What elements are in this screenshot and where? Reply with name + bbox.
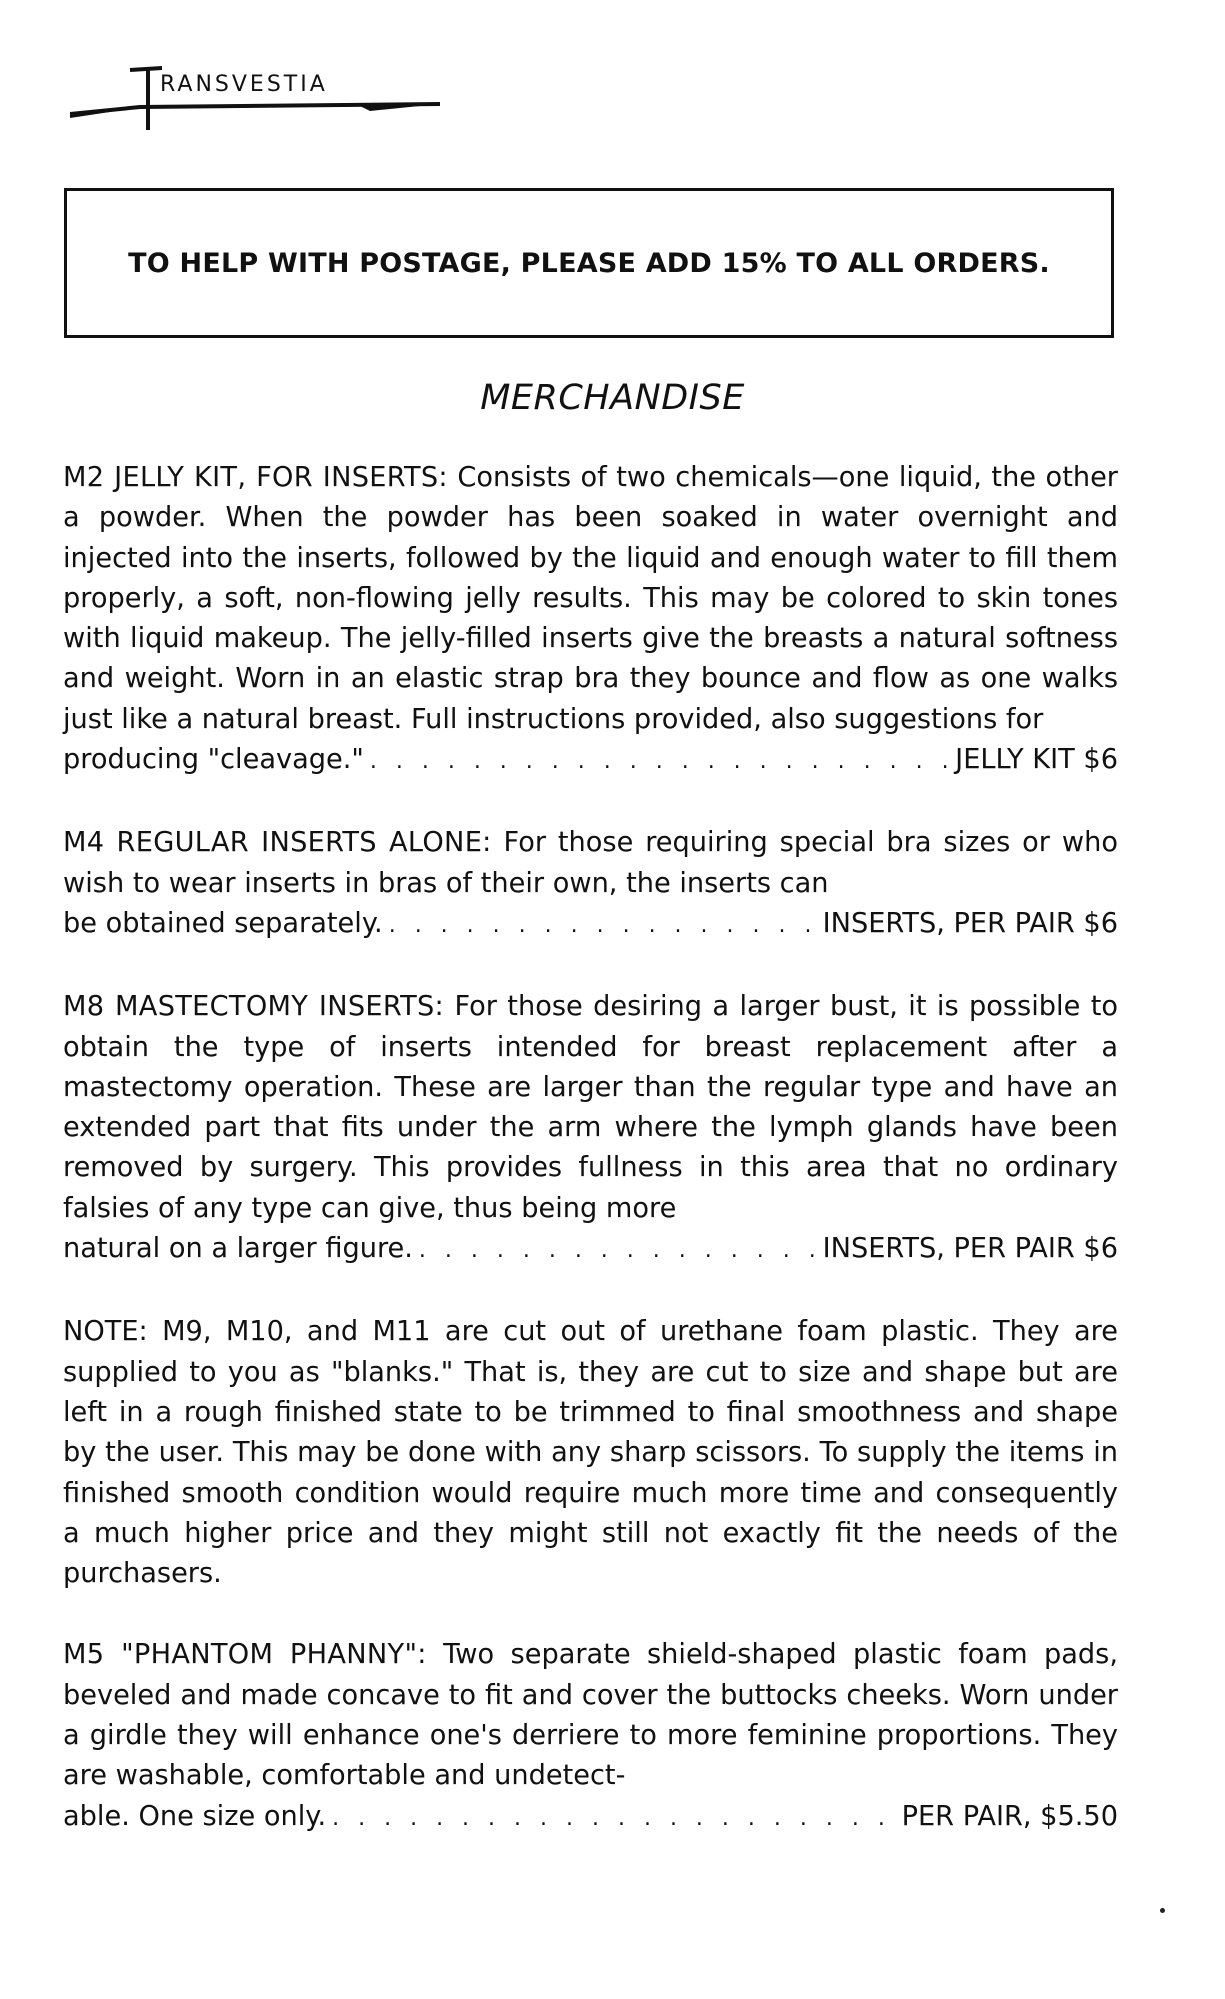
print-speck xyxy=(1160,1908,1165,1913)
item-m5-head: M5 "PHANTOM PHANNY": xyxy=(63,1639,427,1671)
dot-leader xyxy=(389,906,817,946)
item-m2 xyxy=(63,458,1118,782)
item-m5-price-line xyxy=(63,1797,1118,1839)
item-m8-price-line xyxy=(63,1229,1118,1271)
item-m4-body: For those requiring special bra sizes or who wish to wear inserts in bras of their own, the inserts can xyxy=(63,827,1118,899)
dot-leader xyxy=(370,742,949,782)
note-paragraph: NOTE: M9, M10, and M11 are cut out of urethane foam plastic. They are supplied to you as "blanks." That is, they are cut to size and shape but are left in a rough finished state to be trimmed to final smoothness and shape by the user. This may be done with any sharp scissors. To supply the items in finished smooth condition would require much more time and consequently a much higher price and they might still not exactly fit the needs of the purchasers. xyxy=(63,1316,1118,1590)
dot-leader xyxy=(332,1799,895,1839)
logo-text: RANSVESTIA xyxy=(160,72,328,97)
item-m8-head: M8 MASTECTOMY INSERTS: xyxy=(63,991,445,1023)
item-m2-head: M2 JELLY KIT, FOR INSERTS: xyxy=(63,462,448,493)
item-m2-body: Consists of two chemicals—one liquid, the other a powder. When the powder has been soaked in water overnight and injected into the inserts, followed by the liquid and enough water to fill them properly, a soft, non-flowing jelly results. This may be colored to skin tones with liquid makeup. The jelly-filled inserts give the breasts a natural softness and weight. Worn in an elastic strap bra they bounce and flow as one walks just like a natural breast. Full instructions provided, also suggestions for xyxy=(63,462,1118,735)
item-m2-lead: producing "cleavage." xyxy=(63,744,364,776)
item-m8-lead: natural on a larger figure. xyxy=(63,1233,413,1265)
item-m4-lead: be obtained separately. xyxy=(63,907,383,939)
item-m5-body: Two separate shield-shaped plastic foam pads, beveled and made concave to fit and cover the buttocks cheeks. Worn under a girdle they will enhance one's derriere to more feminine proportions. They are washable, comfortable and undetect- xyxy=(63,1639,1118,1792)
item-m4-price: INSERTS, PER PAIR $6 xyxy=(822,907,1118,939)
item-m2-price-line xyxy=(63,740,1118,782)
item-m5-price: PER PAIR, $5.50 xyxy=(901,1800,1118,1832)
section-title: MERCHANDISE xyxy=(480,378,745,418)
item-m8-body: For those desiring a larger bust, it is possible to obtain the type of inserts intended for breast replacement after a mastectomy operation. These are larger than the regular type and have an extended part that fits under the arm where the lymph glands have been removed by surgery. This provides fullness in this area that no ordinary falsies of any type can give, thus being more xyxy=(63,991,1119,1224)
item-m2-price: JELLY KIT $6 xyxy=(955,744,1118,776)
merchandise-list xyxy=(63,458,1118,1880)
item-m4 xyxy=(63,823,1118,946)
item-m8-price: INSERTS, PER PAIR $6 xyxy=(822,1233,1118,1265)
item-m5 xyxy=(63,1635,1118,1838)
dot-leader xyxy=(419,1231,817,1271)
item-m5-lead: able. One size only. xyxy=(63,1800,327,1832)
item-m4-head: M4 REGULAR INSERTS ALONE: xyxy=(63,827,492,859)
postage-notice-box xyxy=(64,188,1114,338)
postage-notice-text: TO HELP WITH POSTAGE, PLEASE ADD 15% TO ALL ORDERS. xyxy=(128,247,1050,279)
item-m8 xyxy=(63,987,1118,1271)
item-m4-price-line xyxy=(63,904,1118,946)
transvestia-logo xyxy=(70,62,440,132)
